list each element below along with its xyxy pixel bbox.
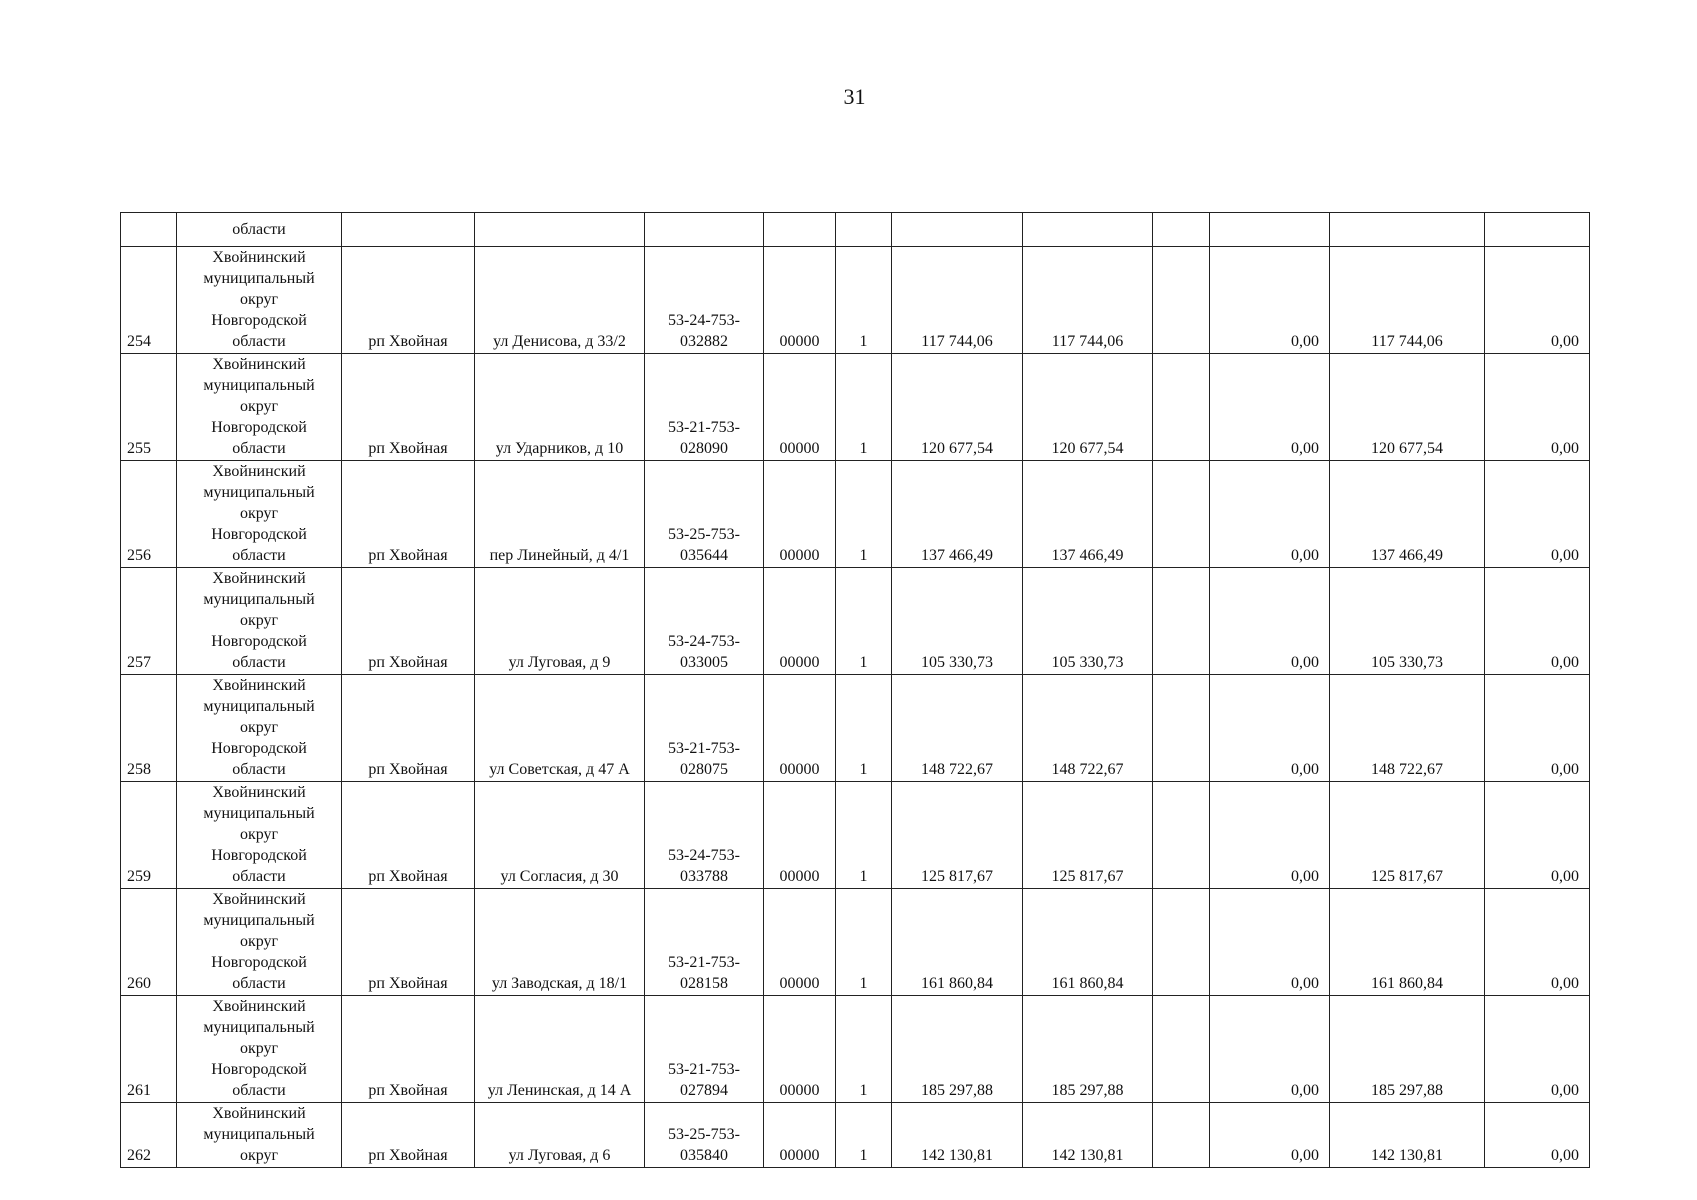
cell-count: 1 (836, 354, 892, 461)
cell-settlement: рп Хвойная (342, 461, 475, 568)
municipality-text: Хвойнинский муниципальный округ Новгородской области (203, 998, 315, 1099)
cell-code-suffix: 00000 (764, 247, 836, 354)
cell-empty (475, 213, 645, 247)
cell-amount-2: 148 722,67 (1023, 675, 1153, 782)
cell-amount-6: 0,00 (1485, 247, 1590, 354)
cell-amount-4: 0,00 (1210, 996, 1330, 1103)
table-row (121, 461, 1590, 568)
cell-count: 1 (836, 675, 892, 782)
cell-code-suffix: 00000 (764, 889, 836, 996)
cell-settlement: рп Хвойная (342, 675, 475, 782)
cell-amount-6: 0,00 (1485, 782, 1590, 889)
cell-empty (764, 213, 836, 247)
cell-code: 53-25-753-035840 (645, 1103, 764, 1168)
cell-settlement: рп Хвойная (342, 568, 475, 675)
cell-code-suffix: 00000 (764, 1103, 836, 1168)
cell-address: ул Луговая, д 9 (475, 568, 645, 675)
cell-amount-1: 161 860,84 (892, 889, 1023, 996)
cell-code: 53-21-753-027894 (645, 996, 764, 1103)
cell-amount-3 (1153, 782, 1210, 889)
table-row (121, 247, 1590, 354)
cell-amount-1: 120 677,54 (892, 354, 1023, 461)
cell-amount-1: 142 130,81 (892, 1103, 1023, 1168)
cell-settlement: рп Хвойная (342, 354, 475, 461)
cell-municipality (177, 568, 342, 675)
municipality-text: Хвойнинский муниципальный округ Новгородской области (203, 249, 315, 350)
cell-amount-2: 125 817,67 (1023, 782, 1153, 889)
registry-table (120, 212, 1590, 1168)
cell-settlement: рп Хвойная (342, 247, 475, 354)
cell-count: 1 (836, 1103, 892, 1168)
cell-empty (645, 213, 764, 247)
cell-amount-4: 0,00 (1210, 461, 1330, 568)
cell-amount-1: 185 297,88 (892, 996, 1023, 1103)
cell-code-suffix: 00000 (764, 354, 836, 461)
cell-municipality (177, 889, 342, 996)
cell-code: 53-24-753-033788 (645, 782, 764, 889)
cell-amount-1: 117 744,06 (892, 247, 1023, 354)
cell-amount-5: 125 817,67 (1330, 782, 1485, 889)
table-row (121, 996, 1590, 1103)
cell-amount-4: 0,00 (1210, 1103, 1330, 1168)
cell-amount-1: 137 466,49 (892, 461, 1023, 568)
cell-address: ул Денисова, д 33/2 (475, 247, 645, 354)
cell-empty (342, 213, 475, 247)
cell-code: 53-24-753-033005 (645, 568, 764, 675)
cell-count: 1 (836, 461, 892, 568)
cell-amount-2: 105 330,73 (1023, 568, 1153, 675)
cell-amount-5: 185 297,88 (1330, 996, 1485, 1103)
cell-amount-4: 0,00 (1210, 354, 1330, 461)
cell-code: 53-21-753-028090 (645, 354, 764, 461)
cell-address: ул Советская, д 47 А (475, 675, 645, 782)
cell-code: 53-21-753-028075 (645, 675, 764, 782)
municipality-text: Хвойнинский муниципальный округ Новгородской области (203, 356, 315, 457)
cell-amount-6: 0,00 (1485, 675, 1590, 782)
cell-code-suffix: 00000 (764, 782, 836, 889)
cell-municipality (177, 354, 342, 461)
cell-code-suffix: 00000 (764, 568, 836, 675)
cell-row-number: 261 (121, 996, 177, 1103)
municipality-text: Хвойнинский муниципальный округ Новгородской области (203, 463, 315, 564)
cell-address: пер Линейный, д 4/1 (475, 461, 645, 568)
cell-row-number: 256 (121, 461, 177, 568)
cell-amount-3 (1153, 675, 1210, 782)
cell-amount-6: 0,00 (1485, 461, 1590, 568)
cell-amount-3 (1153, 461, 1210, 568)
table-row (121, 675, 1590, 782)
cell-municipality (177, 996, 342, 1103)
cell-address: ул Ленинская, д 14 А (475, 996, 645, 1103)
cell-municipality (177, 782, 342, 889)
cell-amount-3 (1153, 354, 1210, 461)
municipality-text: Хвойнинский муниципальный округ Новгородской области (203, 891, 315, 992)
cell-row-number: 258 (121, 675, 177, 782)
cell-amount-6: 0,00 (1485, 1103, 1590, 1168)
cell-amount-5: 142 130,81 (1330, 1103, 1485, 1168)
cell-settlement: рп Хвойная (342, 996, 475, 1103)
cell-amount-5: 137 466,49 (1330, 461, 1485, 568)
cell-row-number: 260 (121, 889, 177, 996)
cell-code: 53-24-753-032882 (645, 247, 764, 354)
cell-amount-6: 0,00 (1485, 568, 1590, 675)
cell-amount-1: 105 330,73 (892, 568, 1023, 675)
cell-amount-5: 148 722,67 (1330, 675, 1485, 782)
cell-municipality (177, 247, 342, 354)
cell-amount-5: 105 330,73 (1330, 568, 1485, 675)
cell-address: ул Ударников, д 10 (475, 354, 645, 461)
cell-amount-6: 0,00 (1485, 354, 1590, 461)
cell-code: 53-21-753-028158 (645, 889, 764, 996)
cell-amount-1: 148 722,67 (892, 675, 1023, 782)
cell-code-suffix: 00000 (764, 996, 836, 1103)
cell-code: 53-25-753-035644 (645, 461, 764, 568)
cell-empty (1330, 213, 1485, 247)
cell-count: 1 (836, 996, 892, 1103)
cell-empty (121, 213, 177, 247)
municipality-text: Хвойнинский муниципальный округ Новгородской области (203, 570, 315, 671)
table-row (121, 889, 1590, 996)
cell-amount-1: 125 817,67 (892, 782, 1023, 889)
cell-amount-5: 161 860,84 (1330, 889, 1485, 996)
cell-empty (1485, 213, 1590, 247)
cell-code-suffix: 00000 (764, 461, 836, 568)
cell-amount-4: 0,00 (1210, 782, 1330, 889)
cell-amount-3 (1153, 996, 1210, 1103)
table-row (121, 1103, 1590, 1168)
cell-empty (836, 213, 892, 247)
cell-amount-2: 185 297,88 (1023, 996, 1153, 1103)
cell-settlement: рп Хвойная (342, 1103, 475, 1168)
cell-amount-2: 142 130,81 (1023, 1103, 1153, 1168)
cell-amount-2: 137 466,49 (1023, 461, 1153, 568)
cell-empty (1023, 213, 1153, 247)
table-row (121, 354, 1590, 461)
cell-amount-6: 0,00 (1485, 889, 1590, 996)
continuation-row (121, 213, 1590, 247)
cell-count: 1 (836, 889, 892, 996)
cell-amount-3 (1153, 247, 1210, 354)
cell-amount-5: 120 677,54 (1330, 354, 1485, 461)
table-row (121, 568, 1590, 675)
cell-amount-6: 0,00 (1485, 996, 1590, 1103)
cell-row-number: 255 (121, 354, 177, 461)
cell-row-number: 257 (121, 568, 177, 675)
cell-amount-4: 0,00 (1210, 247, 1330, 354)
municipality-text: Хвойнинский муниципальный округ (203, 1105, 315, 1164)
cell-count: 1 (836, 568, 892, 675)
municipality-text: Хвойнинский муниципальный округ Новгородской области (203, 784, 315, 885)
cell-address: ул Луговая, д 6 (475, 1103, 645, 1168)
cell-municipality: области (177, 213, 342, 247)
page-number: 31 (843, 84, 866, 109)
cell-amount-2: 120 677,54 (1023, 354, 1153, 461)
cell-count: 1 (836, 247, 892, 354)
cell-amount-3 (1153, 1103, 1210, 1168)
cell-row-number: 262 (121, 1103, 177, 1168)
cell-empty (1210, 213, 1330, 247)
cell-municipality (177, 461, 342, 568)
cell-row-number: 259 (121, 782, 177, 889)
cell-amount-5: 117 744,06 (1330, 247, 1485, 354)
cell-amount-2: 161 860,84 (1023, 889, 1153, 996)
cell-amount-3 (1153, 889, 1210, 996)
cell-amount-4: 0,00 (1210, 568, 1330, 675)
cell-address: ул Согласия, д 30 (475, 782, 645, 889)
cell-amount-4: 0,00 (1210, 675, 1330, 782)
cell-empty (1153, 213, 1210, 247)
cell-settlement: рп Хвойная (342, 782, 475, 889)
cell-municipality (177, 675, 342, 782)
cell-row-number: 254 (121, 247, 177, 354)
cell-amount-2: 117 744,06 (1023, 247, 1153, 354)
cell-address: ул Заводская, д 18/1 (475, 889, 645, 996)
cell-amount-4: 0,00 (1210, 889, 1330, 996)
cell-settlement: рп Хвойная (342, 889, 475, 996)
table-row (121, 782, 1590, 889)
cell-municipality (177, 1103, 342, 1168)
cell-count: 1 (836, 782, 892, 889)
cell-code-suffix: 00000 (764, 675, 836, 782)
cell-empty (892, 213, 1023, 247)
cell-amount-3 (1153, 568, 1210, 675)
municipality-text: Хвойнинский муниципальный округ Новгородской области (203, 677, 315, 778)
